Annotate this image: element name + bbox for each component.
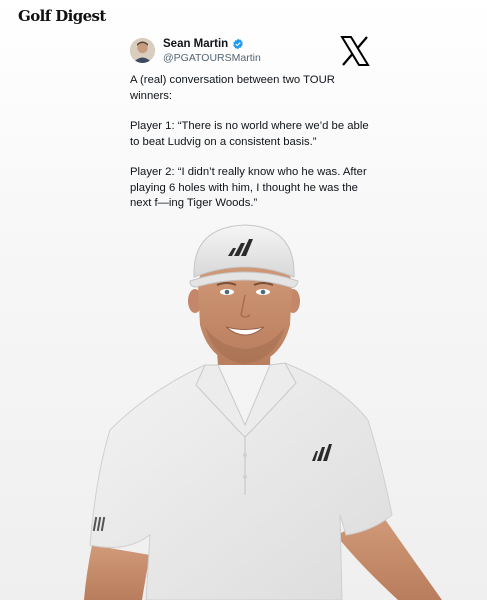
tweet-intro: A (real) conversation between two TOUR winners: [130,74,335,102]
golfer-photo [0,215,487,600]
avatar-portrait-icon [130,38,155,63]
tweet-text [130,73,375,212]
brand-logo [18,7,106,25]
x-logo-icon [340,36,370,66]
avatar[interactable] [130,38,155,63]
author-name[interactable]: Sean Martin [163,38,229,50]
verified-badge-icon [232,38,244,50]
tweet-quote-player1: Player 1: “There is no world where we’d be able to beat Ludvig on a consistent basis.” [130,120,369,148]
author-row [163,38,244,50]
author-handle[interactable]: @PGATOURSMartin [163,52,261,64]
brand-name: Golf Digest [18,7,106,25]
tweet-quote-player2: Player 2: “I didn’t really know who he was. After playing 6 holes with him, I thought he was the next f—ing Tiger Woods.” [130,166,367,209]
